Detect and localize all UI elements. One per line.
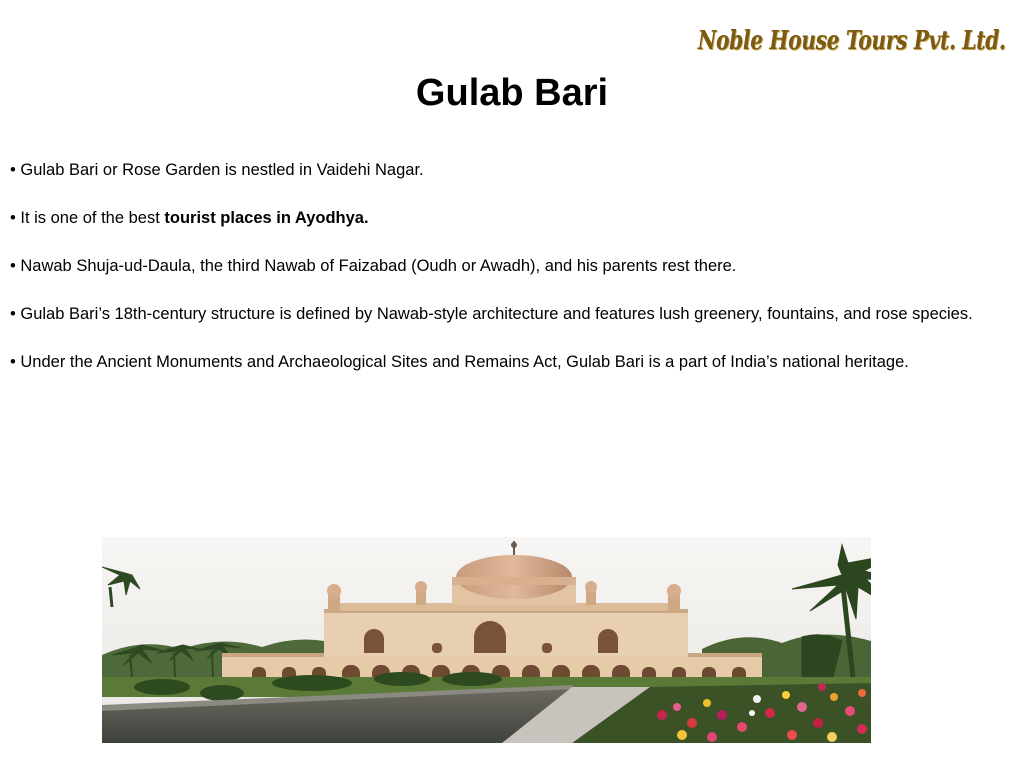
bullet-char: •	[10, 209, 16, 227]
bullet-char: •	[10, 305, 16, 323]
bullet-text: Under the Ancient Monuments and Archaeological Sites and Remains Act, Gulab Bari is a part of India’s national heritage.	[20, 353, 909, 371]
company-logo: Noble House Tours Pvt. Ltd.	[698, 26, 1006, 56]
bullet-item	[10, 350, 1014, 374]
bullet-bold-text: tourist places in Ayodhya.	[164, 209, 369, 227]
bullet-text: Gulab Bari or Rose Garden is nestled in Vaidehi Nagar.	[20, 161, 424, 179]
gulab-bari-photo	[102, 537, 871, 743]
bullet-list	[10, 158, 1014, 398]
bullet-text: It is one of the best	[20, 209, 165, 227]
bullet-char: •	[10, 257, 16, 275]
bullet-char: •	[10, 161, 16, 179]
bullet-text: Nawab Shuja-ud-Daula, the third Nawab of Faizabad (Oudh or Awadh), and his parents rest there.	[20, 257, 737, 275]
bullet-char: •	[10, 353, 16, 371]
slide-title: Gulab Bari	[415, 72, 609, 114]
bullet-item	[10, 206, 1014, 230]
bullet-item	[10, 254, 1014, 278]
bullet-item	[10, 158, 1014, 182]
bullet-item	[10, 302, 1014, 326]
bullet-text: Gulab Bari’s 18th-century structure is defined by Nawab-style architecture and features lush greenery, fountains, and rose species.	[20, 305, 973, 323]
